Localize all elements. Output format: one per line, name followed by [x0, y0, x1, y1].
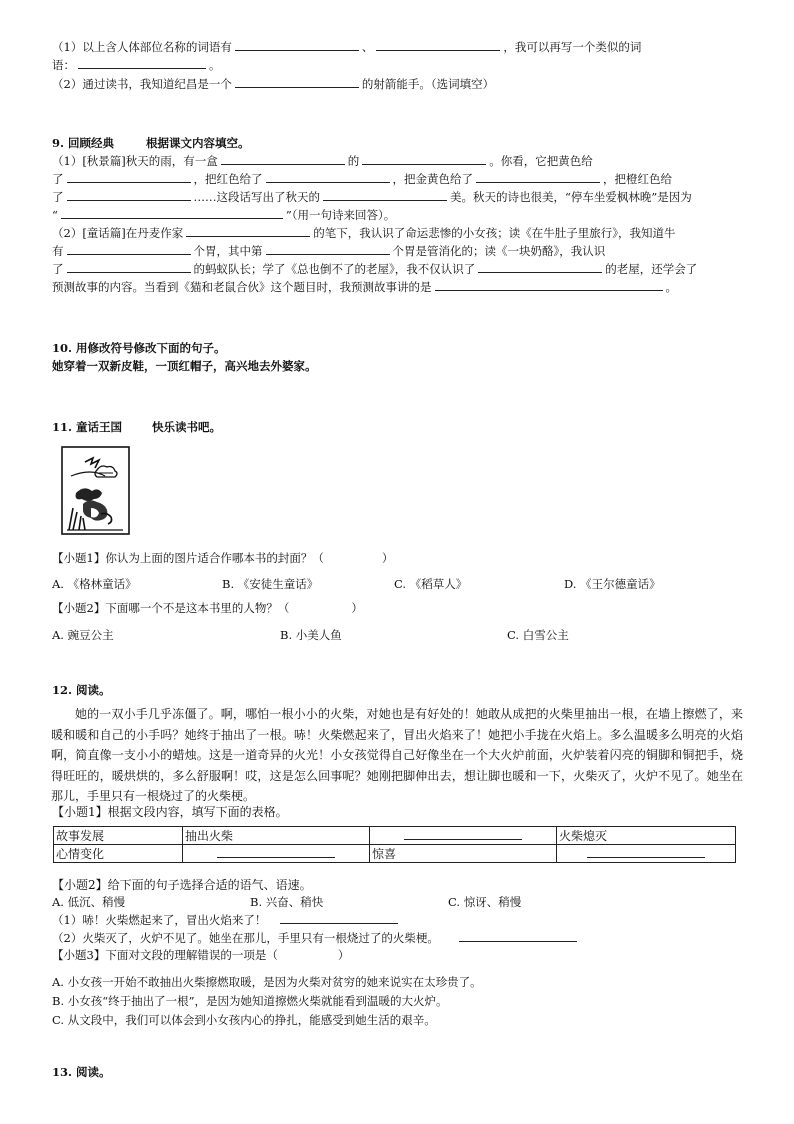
q12-sub2-sentence-2 [52, 930, 580, 946]
q11-sub1-option-c[interactable]: C. 《稻草人》 [394, 577, 468, 591]
q13-title: 13. 阅读。 [52, 1065, 111, 1079]
q9-r7-text-b: 的蚂蚁队长；学了《总也倒不了的老屋》，我不仅认识了 [193, 262, 476, 276]
q9-r7-text-c: 的老屋，还学会了 [605, 262, 698, 276]
q9-r4-open-quote: “ [52, 208, 58, 222]
q11-sub1-question: 【小题1】你认为上面的图片适合作哪本书的封面？（ [52, 551, 324, 565]
q9-r2-text-d: ，把橙红色给 [603, 172, 672, 186]
q12-title: 12. 阅读。 [52, 683, 111, 697]
q9-r6-text-a: 有 [52, 244, 64, 258]
q9-blank-4[interactable] [266, 171, 390, 183]
q9-blank-8[interactable] [61, 207, 283, 219]
q12-sub2-option-b[interactable]: B. 兴奋、稍快 [250, 895, 324, 909]
q11-sub1-answer-slot[interactable]: ） [381, 551, 394, 565]
q9-r5-text-a: （2）[童话篇]在丹麦作家 [52, 226, 184, 240]
q9-row-3 [52, 189, 692, 205]
q9-r3-text-b: ……这段话写出了秋天的 [193, 190, 320, 204]
q9-row-8 [52, 279, 677, 295]
q12-sentence-1-text: （1）哧！火柴燃起来了，冒出火焰来了！ [52, 913, 267, 927]
q12-sub3-option-a[interactable]: A. 小女孩一开始不敢抽出火柴擦燃取暖，是因为火柴对贫穷的她来说实在太珍贵了。 [52, 975, 482, 989]
q8-part1-tail: ，我可以再写一个类似的词 [503, 40, 642, 54]
q12-sentence-2-text: （2）火柴灭了，火炉不见了。她坐在那儿，手里只有一根烧过了的火柴梗。 [52, 931, 439, 945]
q9-r6-text-b: 个胃，其中第 [193, 244, 263, 258]
q12-sub2-sentence-1 [52, 912, 401, 928]
q9-blank-2[interactable] [362, 153, 486, 165]
table-row [54, 845, 736, 863]
q11-sub1 [52, 550, 393, 566]
q9-row-1 [52, 153, 593, 169]
q9-row-6 [52, 243, 605, 259]
q9-blank-3[interactable] [67, 171, 191, 183]
q9-title-label: 9. 回顾经典 [52, 136, 115, 150]
table-cell-blank[interactable] [370, 827, 557, 845]
q12-sub2: 【小题2】给下面的句子选择合适的语气、语速。 [52, 878, 312, 892]
q12-table [53, 826, 736, 863]
q11-sub2 [52, 600, 363, 616]
q8-blank-4[interactable] [235, 76, 359, 88]
q11-title [52, 419, 221, 435]
table-cell: 故事发展 [54, 827, 183, 845]
q9-row-4 [52, 207, 395, 223]
q9-blank-12[interactable] [67, 261, 191, 273]
q12-sub3-option-b[interactable]: B. 小女孩“终于抽出了一根”，是因为她知道擦燃火柴就能看到温暖的大火炉。 [52, 994, 448, 1008]
q12-sub3-question: 【小题3】下面对文段的理解错误的一项是（ [52, 948, 278, 962]
q12-table-blank-1[interactable] [404, 828, 522, 840]
q11-title-label: 11. 童话王国 [52, 420, 123, 434]
table-cell: 惊喜 [370, 845, 557, 863]
q8-line2-end: 。 [209, 58, 221, 72]
q9-blank-11[interactable] [266, 243, 390, 255]
q12-sub3 [52, 947, 349, 963]
q11-sub2-question: 【小题2】下面哪一个不是这本书里的人物？（ [52, 601, 290, 615]
q9-r8-text-a: 预测故事的内容。当看到《猫和老鼠合伙》这个题目时，我预测故事讲的是 [52, 280, 432, 294]
q9-r1-text-b: 的 [347, 154, 360, 168]
table-cell-blank[interactable] [557, 845, 736, 863]
q9-blank-13[interactable] [478, 261, 602, 273]
q9-r1-text-a: （1）[秋景篇]秋天的雨，有一盒 [52, 154, 218, 168]
q9-row-5 [52, 225, 676, 241]
q9-r2-text-c: ，把金黄色给了 [392, 172, 473, 186]
q9-r5-text-b: 的笔下，我认识了命运悲惨的小女孩；读《在牛肚子里旅行》，我知道牛 [313, 226, 676, 240]
q11-sub1-option-a[interactable]: A. 《格林童话》 [52, 577, 137, 591]
q9-r3-text-a: 了 [52, 190, 64, 204]
q9-r4-text: ”（用一句诗来回答）。 [285, 208, 396, 222]
q9-blank-14[interactable] [435, 279, 663, 291]
q9-blank-10[interactable] [67, 243, 191, 255]
q12-sub2-blank-1[interactable] [280, 912, 398, 924]
q12-table-blank-3[interactable] [587, 846, 705, 858]
q11-sub2-answer-slot[interactable]: ） [351, 601, 363, 615]
q8-part2-prompt: （2）通过读书，我知道纪昌是一个 [52, 77, 232, 91]
q8-line-1 [52, 39, 641, 55]
q12-sub3-option-c[interactable]: C. 从文段中，我们可以体会到小女孩内心的挣扎，能感受到她生活的艰辛。 [52, 1013, 436, 1027]
q9-blank-1[interactable] [221, 153, 345, 165]
q11-sub1-option-d[interactable]: D. 《王尔德童话》 [564, 577, 661, 591]
q12-sub2-blank-2[interactable] [459, 930, 577, 942]
q11-sub1-option-b[interactable]: B. 《安徒生童话》 [222, 577, 319, 591]
q9-r1-text-c: 。你看，它把黄色给 [489, 154, 593, 168]
q8-line-2 [52, 57, 221, 73]
q11-sub2-option-b[interactable]: B. 小美人鱼 [280, 628, 342, 642]
q12-passage: 她的一双小手几乎冻僵了。啊，哪怕一根小小的火柴，对她也是有好处的！她敢从成把的火柴里抽出一根，在墙上擦燃了，来暖和暖和自己的小手吗？她终于抽出了一根。哧！火柴燃起来了，冒出火焰来了！她把小手拢在火焰上。多么温暖多么明亮的火焰啊，简直像一支小小的蜡烛。这是一道奇异的火光！小女孩觉得自己好像坐在一个大火炉前面，火炉装着闪亮的铜脚和铜把手，烧得旺旺的，暖烘烘的，多么舒服啊！哎，这是怎么回事呢？她刚把脚伸出去，想让脚也暖和一下，火柴灭了，火炉不见了。她坐在那儿，手里只有一根烧过了的火柴梗。 [51, 707, 743, 803]
q9-blank-5[interactable] [476, 171, 600, 183]
q10-title: 10. 用修改符号修改下面的句子。 [52, 341, 226, 355]
q9-blank-9[interactable] [186, 225, 310, 237]
q8-part1-prompt: （1）以上含人体部位名称的词语有 [52, 40, 232, 54]
table-cell-blank[interactable] [183, 845, 370, 863]
q8-blank-2[interactable] [376, 39, 500, 51]
q12-sub2-option-a[interactable]: A. 低沉、稍慢 [52, 895, 126, 909]
q9-r3-text-c: 美。秋天的诗也很美，“停车坐爱枫林晚”是因为 [450, 190, 692, 204]
table-cell: 抽出火柴 [183, 827, 370, 845]
q9-row-2 [52, 171, 672, 187]
q12-sub2-option-c[interactable]: C. 惊讶、稍慢 [448, 895, 522, 909]
q11-sub2-option-c[interactable]: C. 白雪公主 [507, 628, 569, 642]
q11-sub2-option-a[interactable]: A. 豌豆公主 [52, 628, 114, 642]
q9-title-instruction: 根据课文内容填空。 [146, 136, 250, 150]
q8-separator: 、 [361, 40, 374, 54]
q9-r2-text-a: 了 [52, 172, 64, 186]
table-cell: 心情变化 [54, 845, 183, 863]
q9-row-7 [52, 261, 697, 277]
q8-line-3 [52, 76, 494, 92]
q9-title [52, 135, 250, 151]
q9-r2-text-b: ，把红色给了 [193, 172, 263, 186]
q10-sentence: 她穿着一双新皮鞋，一顶红帽子，高兴地去外婆家。 [52, 359, 317, 373]
q9-blank-7[interactable] [323, 189, 447, 201]
q8-blank-3[interactable] [78, 57, 206, 69]
q12-table-blank-2[interactable] [217, 846, 335, 858]
book-cover-illustration [61, 446, 130, 535]
q9-r8-end: 。 [665, 280, 677, 294]
q12-sub1: 【小题1】根据文段内容，填写下面的表格。 [52, 805, 288, 819]
q9-blank-6[interactable] [67, 189, 191, 201]
table-cell: 火柴熄灭 [557, 827, 736, 845]
q9-r7-text-a: 了 [52, 262, 64, 276]
q11-title-instruction: 快乐读书吧。 [152, 420, 222, 434]
q8-line2-label: 语： [52, 58, 75, 72]
q8-part2-tail: 的射箭能手。（选词填空） [361, 77, 495, 91]
table-row [54, 827, 736, 845]
q8-blank-1[interactable] [235, 39, 359, 51]
q12-sub3-answer-slot[interactable]: ） [337, 948, 350, 962]
q9-r6-text-c: 个胃是管消化的；读《一块奶酪》，我认识 [392, 244, 606, 258]
